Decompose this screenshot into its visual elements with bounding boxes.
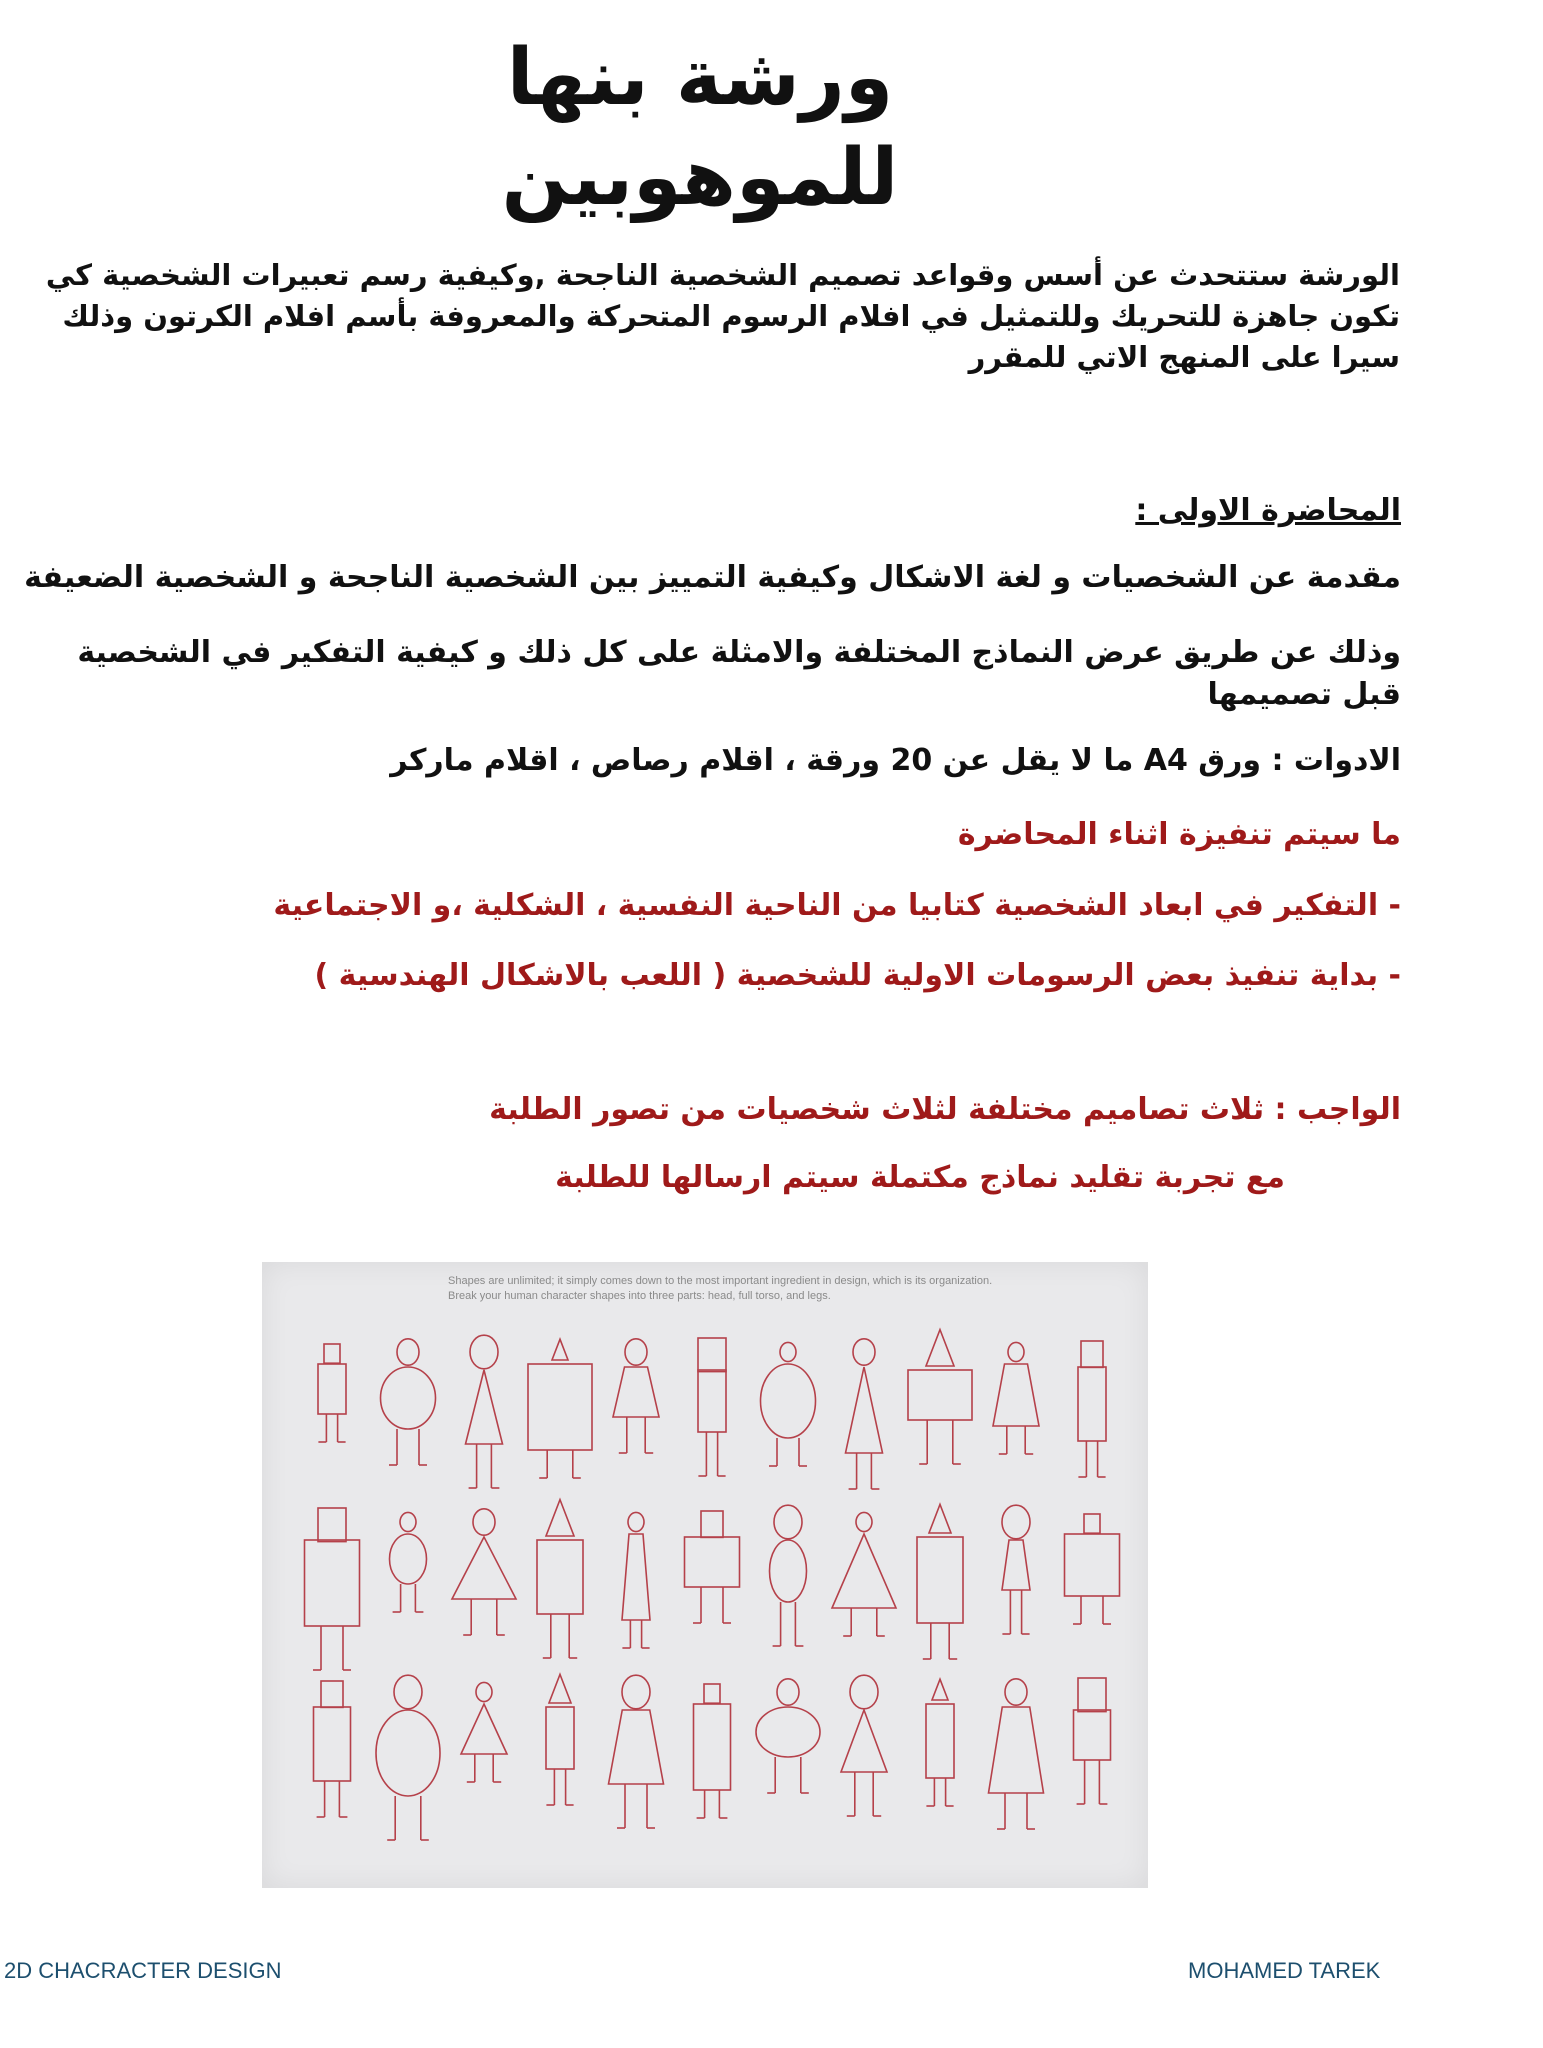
lecture-heading: المحاضرة الاولى : — [1135, 493, 1401, 528]
sketch-figure — [466, 1335, 503, 1488]
tools-line: الادوات : ورق A4 ما لا يقل عن 20 ورقة ، اقلام رصاص ، اقلام ماركر — [390, 743, 1401, 778]
execution-heading: ما سيتم تنفيزة اثناء المحاضرة — [957, 817, 1401, 852]
photo-caption: Shapes are unlimited; it simply comes down to the most important ingredient in design, which is its organization. Break your human character shapes into three parts: head, full torso, and legs. — [448, 1275, 993, 1302]
sketch-figure — [761, 1342, 816, 1466]
sketch-figure — [390, 1512, 427, 1612]
character-sketch-photo — [262, 1262, 1148, 1888]
execution-item: - التفكير في ابعاد الشخصية كتابيا من الناحية النفسية ، الشكلية ،و الاجتماعية — [273, 888, 1401, 923]
homework-line: الواجب : ثلاث تصاميم مختلفة لثلاث شخصيات من تصور الطلبة — [489, 1092, 1401, 1127]
sketch-figure — [622, 1512, 650, 1648]
character-sketches — [262, 1262, 1148, 1888]
sketch-figure — [917, 1504, 963, 1659]
lecture-paragraph-1: مقدمة عن الشخصيات و لغة الاشكال وكيفية التمييز بين الشخصية الناجحة و الشخصية الضعيفة — [24, 560, 1401, 595]
footer-author: MOHAMED TAREK — [1188, 1958, 1381, 1983]
sketch-figure — [314, 1681, 351, 1817]
sketch-figure — [1078, 1341, 1106, 1477]
page-title: ورشة بنها للموهوبين — [501, 33, 899, 223]
sketch-figure — [1065, 1514, 1120, 1624]
sketch-figure — [1074, 1678, 1111, 1804]
sketch-figure — [452, 1509, 516, 1635]
sketch-figure — [528, 1339, 592, 1478]
sketch-figure — [926, 1679, 954, 1806]
sketch-figure — [546, 1674, 574, 1805]
sketch-figure — [770, 1505, 807, 1646]
sketch-figure — [846, 1339, 883, 1489]
sketch-figure — [908, 1330, 972, 1464]
sketch-figure — [461, 1682, 507, 1782]
execution-item: - بداية تنفيذ بعض الرسومات الاولية للشخصية ( اللعب بالاشكال الهندسية ) — [314, 958, 1401, 993]
sketch-figure — [609, 1675, 664, 1828]
sketch-figure — [613, 1339, 659, 1453]
sketch-figure — [305, 1508, 360, 1670]
sketch-figure — [832, 1512, 896, 1636]
sketch-figure — [381, 1339, 436, 1465]
sketch-figure — [1002, 1505, 1030, 1634]
sketch-figure — [376, 1675, 440, 1840]
sketch-figure — [537, 1500, 583, 1658]
sketch-figure — [756, 1679, 820, 1793]
sketch-figure — [841, 1675, 887, 1816]
sketch-figure — [698, 1338, 726, 1476]
lecture-paragraph-2: وذلك عن طريق عرض النماذج المختلفة والامثلة على كل ذلك و كيفية التفكير في الشخصية قبل تصميمها — [77, 635, 1401, 712]
footer-course-name: 2D CHACRACTER DESIGN — [4, 1958, 282, 1983]
sketch-figure — [318, 1344, 346, 1442]
sketch-figure — [685, 1511, 740, 1623]
sketch-figure — [694, 1684, 731, 1818]
sketch-figure — [993, 1342, 1039, 1454]
sketch-figure — [989, 1679, 1044, 1829]
homework-line: مع تجربة تقليد نماذج مكتملة سيتم ارسالها للطلبة — [555, 1160, 1285, 1195]
intro-paragraph: الورشة ستتحدث عن أسس وقواعد تصميم الشخصية الناجحة ,وكيفية رسم تعبيرات الشخصية كي تكون جاهزة للتحريك وللتمثيل في افلام الرسوم المتحركة والمعروفة بأسم افلام الكرتون وذلك سيرا على المنهج الاتي للمقرر — [45, 258, 1400, 374]
